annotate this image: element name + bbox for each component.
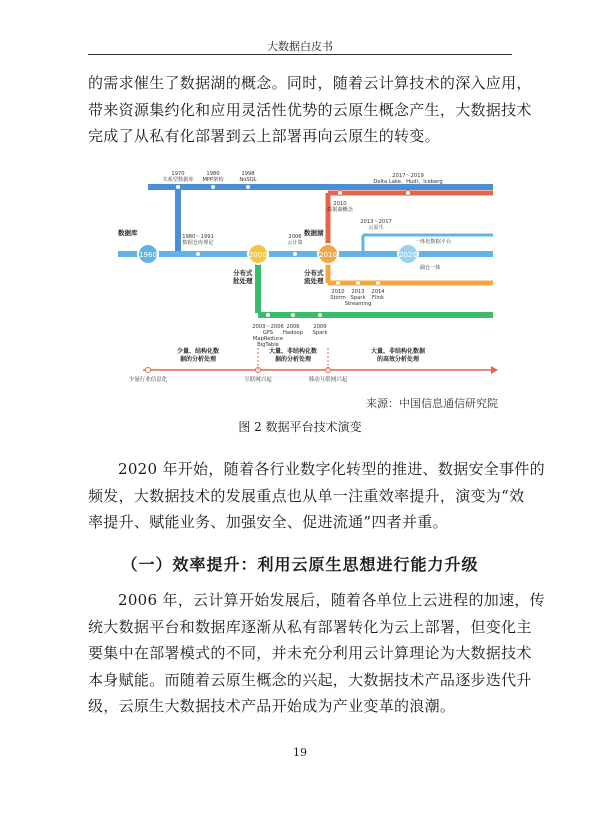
label: 2014 xyxy=(371,289,385,295)
label: Storm xyxy=(330,295,346,301)
label: Spark xyxy=(312,330,328,336)
label: 2003～2006 xyxy=(252,324,284,330)
phase-label: 据的分析处理 xyxy=(179,356,217,363)
label: 2006 xyxy=(286,324,300,330)
batch-label: 批处理 xyxy=(233,277,253,285)
phase-label: 少量、结构化数 xyxy=(176,348,220,355)
stream-label: 分布式 xyxy=(304,269,324,277)
label: 2013 xyxy=(351,289,365,295)
phase-label: 大量、非结构化数 xyxy=(268,348,318,355)
platform-evolution-diagram xyxy=(108,163,498,388)
paragraph-line: 要集中在部署模式的不同，并未充分利用云计算理论为大数据技术 xyxy=(88,644,532,662)
label: Delta Lake、Hudi、Iceberg xyxy=(373,179,443,185)
phase-label: 的高效分析处理 xyxy=(376,356,420,363)
era-arrow xyxy=(491,366,498,374)
label: NoSQL xyxy=(239,177,257,183)
era-tick xyxy=(146,368,151,373)
label: GFS xyxy=(262,330,274,336)
era-label: 移动互联网兴起 xyxy=(308,377,348,383)
label: Spark xyxy=(350,295,366,301)
label: 数据湖概念 xyxy=(327,207,353,213)
tick xyxy=(406,191,411,196)
label: 1970 xyxy=(171,171,185,177)
year-label: 2000 xyxy=(249,251,267,259)
figure-source: 来源：中国信息通信研究院 xyxy=(366,397,498,410)
tick xyxy=(293,252,298,257)
year-label: 2020 xyxy=(399,251,417,259)
paragraph-line: 统大数据平台和数据库逐渐从私有部署转化为云上部署，但变化主 xyxy=(88,617,532,636)
batch-label: 分布式 xyxy=(233,269,253,277)
era-label: 互联网兴起 xyxy=(244,377,272,383)
label: 湖仓一体 xyxy=(419,265,441,271)
tick xyxy=(196,252,201,257)
datalake-label: 数据湖 xyxy=(304,229,324,237)
label: 关系型数据库 xyxy=(162,177,194,183)
label: 2013～2017 xyxy=(360,219,392,225)
tick xyxy=(338,191,343,196)
tick xyxy=(376,281,381,286)
label: Hadoop xyxy=(282,330,304,336)
paragraph-line: 频发，大数据技术的发展重点也从单一注重效率提升，演变为“效 xyxy=(88,486,525,505)
paragraph-line: 的需求催生了数据湖的概念。同时，随着云计算技术的深入应用， xyxy=(88,74,532,92)
tick xyxy=(246,185,251,190)
paragraph-line: 级，云原生大数据技术产品开始成为产业变革的浪潮。 xyxy=(88,697,456,715)
paragraph-3 xyxy=(88,587,545,720)
label: 1998 xyxy=(241,171,255,177)
phase-label: 据的分析处理 xyxy=(274,356,312,363)
tick xyxy=(176,185,181,190)
era-label: 少量行业信息化 xyxy=(128,377,168,383)
database-label: 数据库 xyxy=(118,229,138,237)
paragraph-line: 本身赋能。而随着云原生概念的兴起，大数据技术产品逐步迭代升 xyxy=(88,670,532,689)
paragraph-2 xyxy=(88,456,545,536)
paragraph-line: 2006 年，云计算开始发展后，随着各单位上云进程的加速，传 xyxy=(118,591,545,609)
label: 2006 xyxy=(288,234,302,240)
paragraph-line: 率提升、赋能业务、加强安全、促进流通”四者并重。 xyxy=(88,513,448,531)
page-header: 大数据白皮书 xyxy=(267,40,333,53)
tick xyxy=(211,185,216,190)
label: 云计算 xyxy=(287,240,303,246)
paragraph-line: 带来资源集约化和应用灵活性优势的云原生概念产生，大数据技术 xyxy=(88,100,532,119)
tick xyxy=(266,313,271,318)
tick xyxy=(291,313,296,318)
phase-label: 大量、非结构化数据 xyxy=(370,348,426,355)
label: MPP架构 xyxy=(202,177,224,183)
label: MapReduce xyxy=(252,336,284,342)
label: BigTable xyxy=(257,342,279,348)
stream-label: 流处理 xyxy=(304,277,324,285)
label: 2010 xyxy=(331,289,345,295)
label: 2010 xyxy=(333,201,347,207)
label: 1980～1991 xyxy=(182,234,214,240)
section-title: （一）效率提升：利用云原生思想进行能力升级 xyxy=(121,555,479,574)
header-rule xyxy=(88,54,512,55)
paragraph-1 xyxy=(88,70,532,150)
label: 云原生 xyxy=(368,225,384,231)
label: 数据仓库理论 xyxy=(182,240,214,246)
label: Streaming xyxy=(344,301,372,307)
year-label: 1960 xyxy=(139,251,157,259)
page-number: 19 xyxy=(293,746,307,759)
label: 一体化数据平台 xyxy=(414,239,452,245)
figure-caption: 图 2 数据平台技术演变 xyxy=(238,420,362,434)
tick xyxy=(336,281,341,286)
tick xyxy=(356,281,361,286)
paragraph-line: 2020 年开始，随着各行业数字化转型的推进、数据安全事件的 xyxy=(118,460,545,478)
label: 2009 xyxy=(313,324,327,330)
label: 2017～2019 xyxy=(392,173,424,179)
tick xyxy=(318,313,323,318)
label: Flink xyxy=(371,295,385,301)
label: 1980 xyxy=(206,171,220,177)
paragraph-line: 完成了从私有化部署到云上部署再向云原生的转变。 xyxy=(88,127,440,145)
year-label: 2010 xyxy=(319,251,337,259)
